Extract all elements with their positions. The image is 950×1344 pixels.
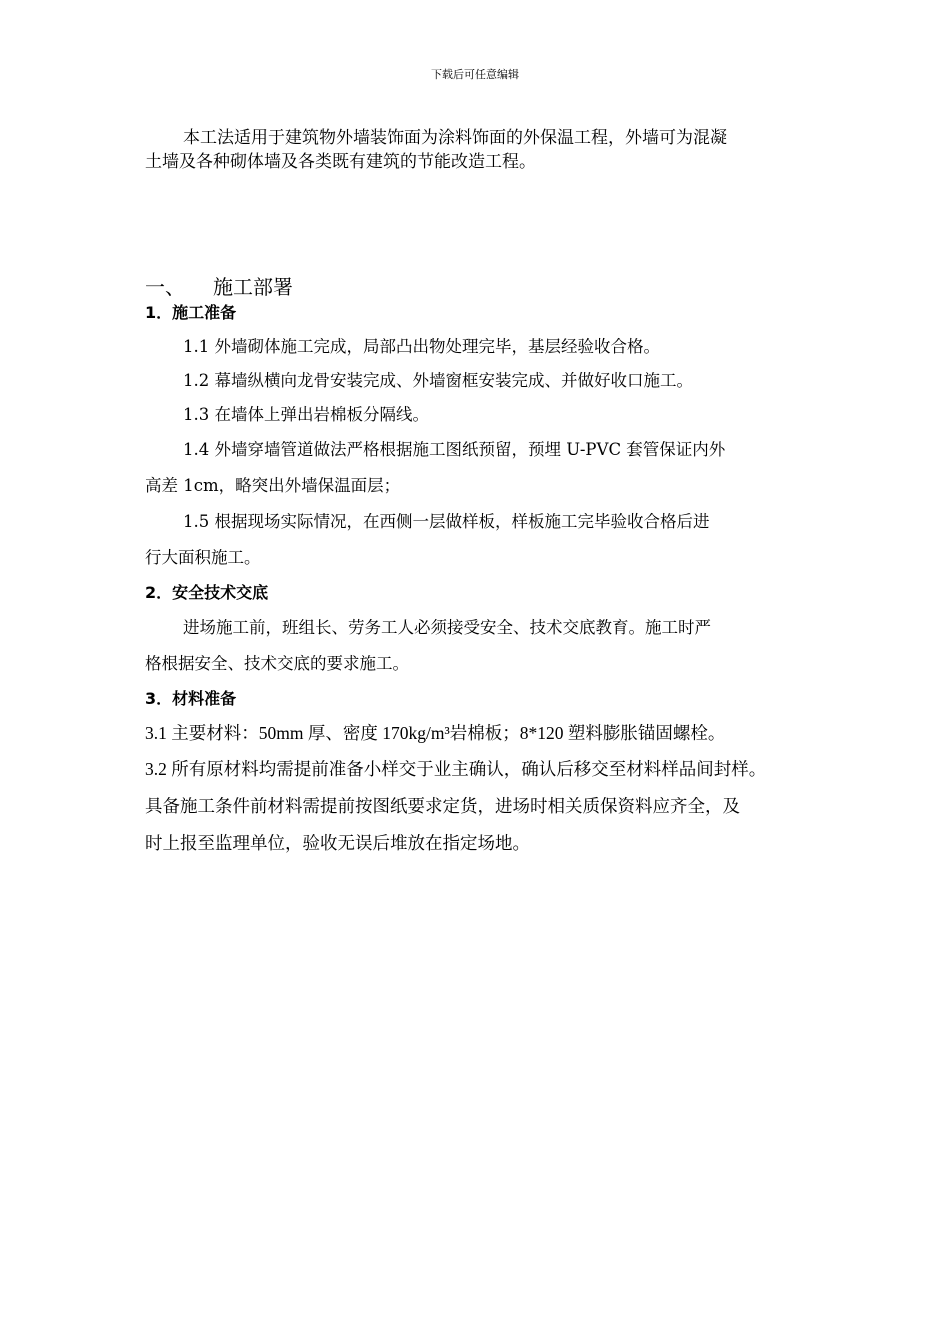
safety-line-2: 格根据安全、技术交底的要求施工。: [145, 654, 409, 673]
prep-item-1: 1.1 外墙砌体施工完成，局部凸出物处理完毕，基层经验收合格。: [183, 337, 660, 356]
materials-item-2-line-1: 3.2 所有原材料均需提前准备小样交于业主确认，确认后移交至材料样品间封样。: [145, 759, 767, 779]
intro-line-1: 本工法适用于建筑物外墙装饰面为涂料饰面的外保温工程，外墙可为混凝: [183, 128, 727, 148]
subsection-title-safety: 2．安全技术交底: [145, 583, 269, 602]
intro-line-2: 土墙及各种砌体墙及各类既有建筑的节能改造工程。: [145, 152, 536, 172]
section-number: 一、: [145, 275, 185, 299]
prep-item-5-line-1: 1.5 根据现场实际情况，在西侧一层做样板，样板施工完毕验收合格后进: [183, 512, 710, 531]
prep-item-2: 1.2 幕墙纵横向龙骨安装完成、外墙窗框安装完成、并做好收口施工。: [183, 371, 693, 390]
safety-line-1: 进场施工前，班组长、劳务工人必须接受安全、技术交底教育。施工时严: [183, 618, 711, 637]
materials-item-1: 3.1 主要材料：50mm 厚、密度 170kg/m³岩棉板；8*120 塑料膨胀锚固螺栓。: [145, 723, 726, 743]
materials-item-2-line-2: 具备施工条件前材料需提前按图纸要求定货，进场时相关质保资料应齐全，及: [145, 796, 740, 816]
subsection-title-materials: 3．材料准备: [145, 689, 237, 708]
prep-item-4-line-1: 1.4 外墙穿墙管道做法严格根据施工图纸预留，预埋 U-PVC 套管保证内外: [183, 440, 726, 459]
prep-item-4-line-2: 高差 1cm，略突出外墙保温面层；: [145, 476, 401, 495]
materials-item-2-line-3: 时上报至监理单位，验收无误后堆放在指定场地。: [145, 833, 530, 853]
section-heading: [145, 274, 293, 300]
subsection-title-prep: 1．施工准备: [145, 303, 237, 322]
section-title: 施工部署: [213, 275, 293, 299]
prep-item-5-line-2: 行大面积施工。: [145, 548, 261, 567]
header-note: 下载后可任意编辑: [431, 68, 519, 81]
prep-item-3: 1.3 在墙体上弹出岩棉板分隔线。: [183, 405, 429, 424]
